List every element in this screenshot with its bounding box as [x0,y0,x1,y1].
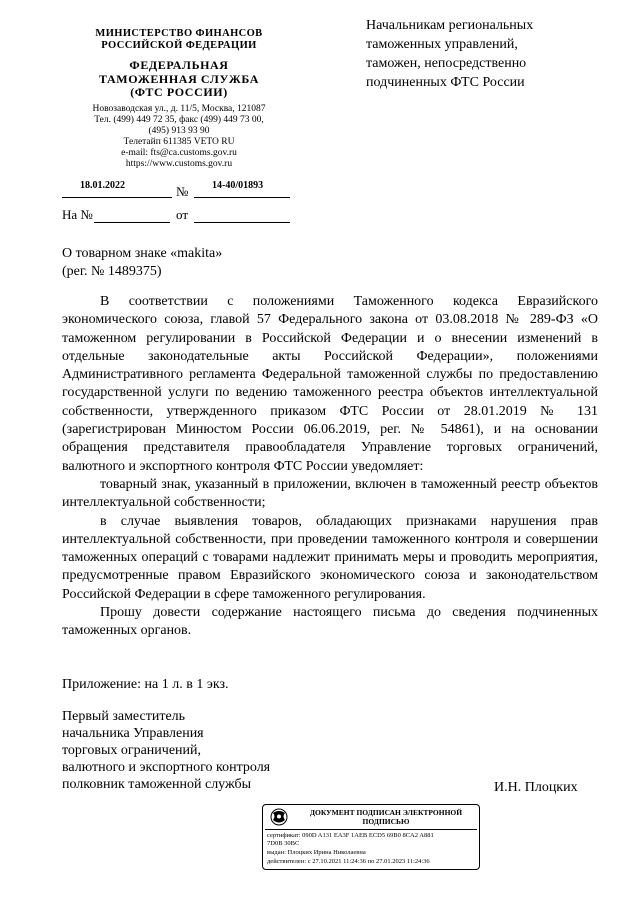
service-line-3: (ФТС РОССИИ) [130,85,228,99]
stamp-issued-to: выдан: Плоцких Ирина Николаевна [267,849,366,856]
stamp-title-line-1: ДОКУМЕНТ ПОДПИСАН ЭЛЕКТРОННОЙ [309,808,463,817]
body-paragraph-4: Прошу довести содержание настоящего письма до сведения подчиненных таможенных органов. [62,605,598,639]
website: https://www.customs.gov.ru [125,158,233,169]
signature-line-2: начальника Управления [62,726,204,741]
emblem-icon [268,807,290,827]
recipient-line-3: таможен, непосредственно [366,56,527,71]
reg-number-sign: № [176,184,189,199]
signatory-name: И.Н. Плоцких [494,780,578,795]
stamp-certificate-1: сертификат: 090D A131 EA3F 1AEB ECD5 69B0 8CA2 A881 [267,832,434,839]
reg-number: 14-40/01893 [212,180,264,191]
address-line-3: (495) 913 93 90 [148,125,210,136]
recipient-line-1: Начальникам региональных [366,18,534,33]
subject-line-1: О товарном знаке «makita» [62,246,223,261]
body-paragraph-3: в случае выявления товаров, обладающих признаками нарушения прав интеллектуальной собственности, при проведении таможенного контроля и совершении таможенных операций с товарами надлежит принимать меры и проводить мероприятия, предусмотренные правом Евразийского экономического союза и законодательством Российской Федерации в сфере таможенного регулирования. [62,513,598,602]
email: e-mail: fts@ca.customs.gov.ru [121,147,237,158]
recipient-line-2: таможенных управлений, [366,37,518,52]
recipient-block [366,16,533,92]
stamp-title-line-2: ПОДПИСЬЮ [362,817,410,826]
body-paragraph-2: товарный знак, указанный в приложении, включен в таможенный реестр объектов интеллектуальной собственности; [62,476,598,511]
stamp-divider [265,829,477,830]
service-line-2: ТАМОЖЕННАЯ СЛУЖБА [99,71,259,86]
e-signature-stamp [262,804,480,870]
from-label: от [176,207,189,222]
letter-body [62,293,598,641]
from-underline [194,222,290,223]
signature-line-3: торговых ограничений, [62,743,202,758]
address-line-1: Новозаводская ул., д. 11/5, Москва, 121087 [92,103,266,114]
signature-line-4: валютного и экспортного контроля [62,760,271,775]
subject-line-2: (рег. № 1489375) [62,264,162,279]
signature-line-1: Первый заместитель [62,709,186,724]
signature-block [62,708,270,793]
signature-line-5: полковник таможенной службы [62,777,252,792]
attachment-note: Приложение: на 1 л. в 1 экз. [62,677,229,692]
teletype: Телетайп 611385 VETO RU [123,136,235,147]
ref-label: На № [62,207,93,222]
body-paragraph-1: В соответствии с положениями Таможенного кодекса Евразийского экономического союза, главой 57 Федерального закона от 03.08.2018 № 289-ФЗ «О таможенном регулировании в Российской Федерации и о внесении изменений в отдельные законодательные акты Российской Федерации», положениями Административного регламента Федеральной таможенной службы по предоставлению государственной услуги по ведению таможенного реестра объектов интеллектуальной собственности, утвержденного приказом ФТС России от 28.01.2019 № 131 (зарегистрирован Минюстом России 06.06.2019, рег. № 54861), и на основании обращения представителя правообладателя Управление торговых ограничений, валютного и экспортного контроля ФТС России уведомляет: [62,294,598,474]
ref-underline [94,222,170,223]
stamp-title [293,808,479,826]
stamp-certificate-2: 7D0B 30BC [267,840,300,847]
subject-block [62,245,222,281]
reg-date-underline [62,197,172,198]
ministry-line-2: РОССИЙСКОЙ ФЕДЕРАЦИИ [101,40,257,51]
service-line-1: ФЕДЕРАЛЬНАЯ [129,58,229,72]
recipient-line-4: подчиненных ФТС России [366,75,525,90]
letterhead [60,28,298,170]
address-line-2: Тел. (499) 449 72 35, факс (499) 449 73 00, [94,114,264,125]
reg-number-underline [194,197,290,198]
stamp-valid: действителен: с 27.10.2021 11:24:36 по 27.01.2023 11:24:36 [267,858,430,865]
reg-date: 18.01.2022 [80,180,125,191]
ministry-line-1: МИНИСТЕРСТВО ФИНАНСОВ [95,28,263,39]
